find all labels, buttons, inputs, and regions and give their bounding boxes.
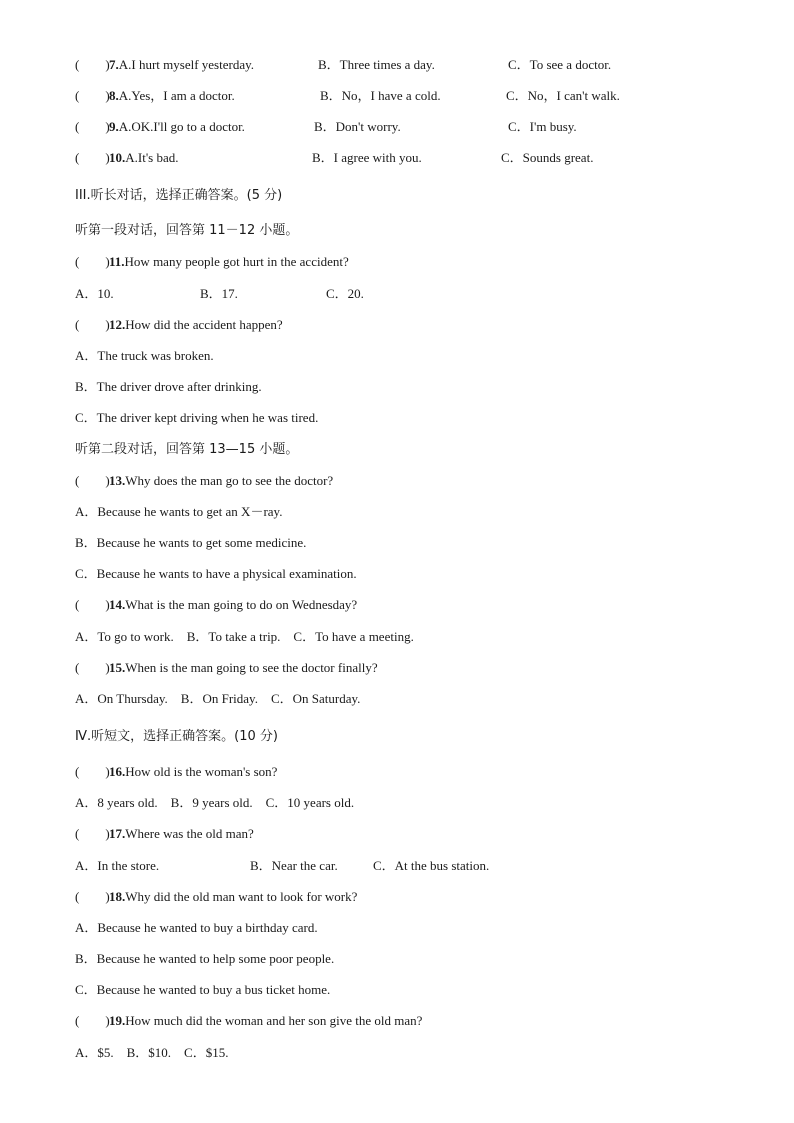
- answer-blank[interactable]: ( ): [75, 826, 110, 841]
- answer-blank[interactable]: ( ): [75, 88, 110, 103]
- section-3-heading: III.听长对话，选择正确答案。(5 分): [75, 188, 283, 203]
- answer-blank[interactable]: ( ): [75, 473, 110, 488]
- section-4-heading: Ⅳ.听短文，选择正确答案。(10 分): [75, 729, 278, 744]
- answer-blank[interactable]: ( ): [75, 57, 110, 72]
- option-b: B．No，I have a cold.: [320, 88, 441, 103]
- question-number: 13.: [109, 473, 126, 488]
- question-text: Where was the old man?: [125, 826, 254, 841]
- answer-blank[interactable]: ( ): [75, 254, 110, 269]
- option-c: C．I'm busy.: [508, 119, 577, 134]
- option-c: C．Sounds great.: [501, 150, 594, 165]
- option-a: A．In the store.: [75, 858, 160, 873]
- answer-blank[interactable]: ( ): [75, 150, 110, 165]
- question-number: 18.: [109, 889, 126, 904]
- question-number: 19.: [109, 1013, 126, 1028]
- question-number: 14.: [109, 597, 126, 612]
- question-number: 15.: [109, 660, 126, 675]
- answer-blank[interactable]: ( ): [75, 660, 110, 675]
- question-number: 10.: [109, 150, 126, 165]
- option-b: B．Don't worry.: [314, 119, 401, 134]
- options-row: A．8 years old. B．9 years old. C．10 years old.: [75, 795, 355, 810]
- option-b: B．Because he wants to get some medicine.: [75, 535, 307, 550]
- answer-blank[interactable]: ( ): [75, 764, 110, 779]
- options-row: A．$5. B．$10. C．$15.: [75, 1045, 229, 1060]
- answer-blank[interactable]: ( ): [75, 1013, 110, 1028]
- answer-blank[interactable]: ( ): [75, 119, 110, 134]
- question-number: 9.: [109, 119, 119, 134]
- question-number: 12.: [109, 317, 126, 332]
- option-c: C．20.: [326, 286, 364, 301]
- question-text: How much did the woman and her son give the old man?: [125, 1013, 423, 1028]
- question-13: [75, 473, 333, 489]
- question-text: How many people got hurt in the accident?: [124, 254, 349, 269]
- option-b: B．Because he wanted to help some poor people.: [75, 951, 335, 966]
- answer-blank[interactable]: ( ): [75, 597, 110, 612]
- option-b: B．Near the car.: [250, 858, 338, 873]
- question-15: [75, 660, 378, 676]
- question-9: [75, 119, 245, 135]
- option-a: A．Because he wanted to buy a birthday card.: [75, 920, 318, 935]
- option-b: B．17.: [200, 286, 238, 301]
- option-c: C．The driver kept driving when he was tired.: [75, 410, 319, 425]
- question-number: 8.: [109, 88, 119, 103]
- question-11: [75, 254, 349, 270]
- question-12: [75, 317, 283, 333]
- question-text: Why did the old man want to look for work?: [125, 889, 358, 904]
- option-c: C．Because he wanted to buy a bus ticket home.: [75, 982, 331, 997]
- option-a: A．10.: [75, 286, 114, 301]
- option-a: A．Because he wants to get an X－ray.: [75, 504, 283, 519]
- answer-blank[interactable]: ( ): [75, 317, 110, 332]
- question-7: [75, 57, 254, 73]
- option-b: B．Three times a day.: [318, 57, 435, 72]
- question-text: How did the accident happen?: [125, 317, 283, 332]
- options-row: A．On Thursday. B．On Friday. C．On Saturday.: [75, 691, 361, 706]
- option-a: A.It's bad.: [125, 150, 179, 165]
- question-number: 17.: [109, 826, 126, 841]
- option-a: A．The truck was broken.: [75, 348, 214, 363]
- option-c: C．No，I can't walk.: [506, 88, 620, 103]
- option-c: C．To see a doctor.: [508, 57, 612, 72]
- question-19: [75, 1013, 422, 1029]
- option-c: C．Because he wants to have a physical examination.: [75, 566, 357, 581]
- question-text: What is the man going to do on Wednesday?: [125, 597, 358, 612]
- question-14: [75, 597, 357, 613]
- option-c: C．At the bus station.: [373, 858, 490, 873]
- question-16: [75, 764, 277, 780]
- question-text: When is the man going to see the doctor finally?: [125, 660, 378, 675]
- option-b: B．The driver drove after drinking.: [75, 379, 262, 394]
- dialog-2-instruction: 听第二段对话，回答第 13—15 小题。: [75, 442, 299, 457]
- option-a: A.OK.I'll go to a doctor.: [118, 119, 245, 134]
- question-text: How old is the woman's son?: [125, 764, 278, 779]
- option-a: A.I hurt myself yesterday.: [118, 57, 255, 72]
- question-number: 11.: [109, 254, 125, 269]
- option-a: A.Yes，I am a doctor.: [118, 88, 235, 103]
- question-17: [75, 826, 254, 842]
- answer-blank[interactable]: ( ): [75, 889, 110, 904]
- question-number: 7.: [109, 57, 119, 72]
- dialog-1-instruction: 听第一段对话，回答第 11－12 小题。: [75, 223, 299, 238]
- option-b: B．I agree with you.: [312, 150, 422, 165]
- question-number: 16.: [109, 764, 126, 779]
- question-8: [75, 88, 235, 104]
- options-row: A．To go to work. B．To take a trip. C．To have a meeting.: [75, 629, 414, 644]
- question-text: Why does the man go to see the doctor?: [125, 473, 334, 488]
- question-10: [75, 150, 179, 166]
- question-18: [75, 889, 357, 905]
